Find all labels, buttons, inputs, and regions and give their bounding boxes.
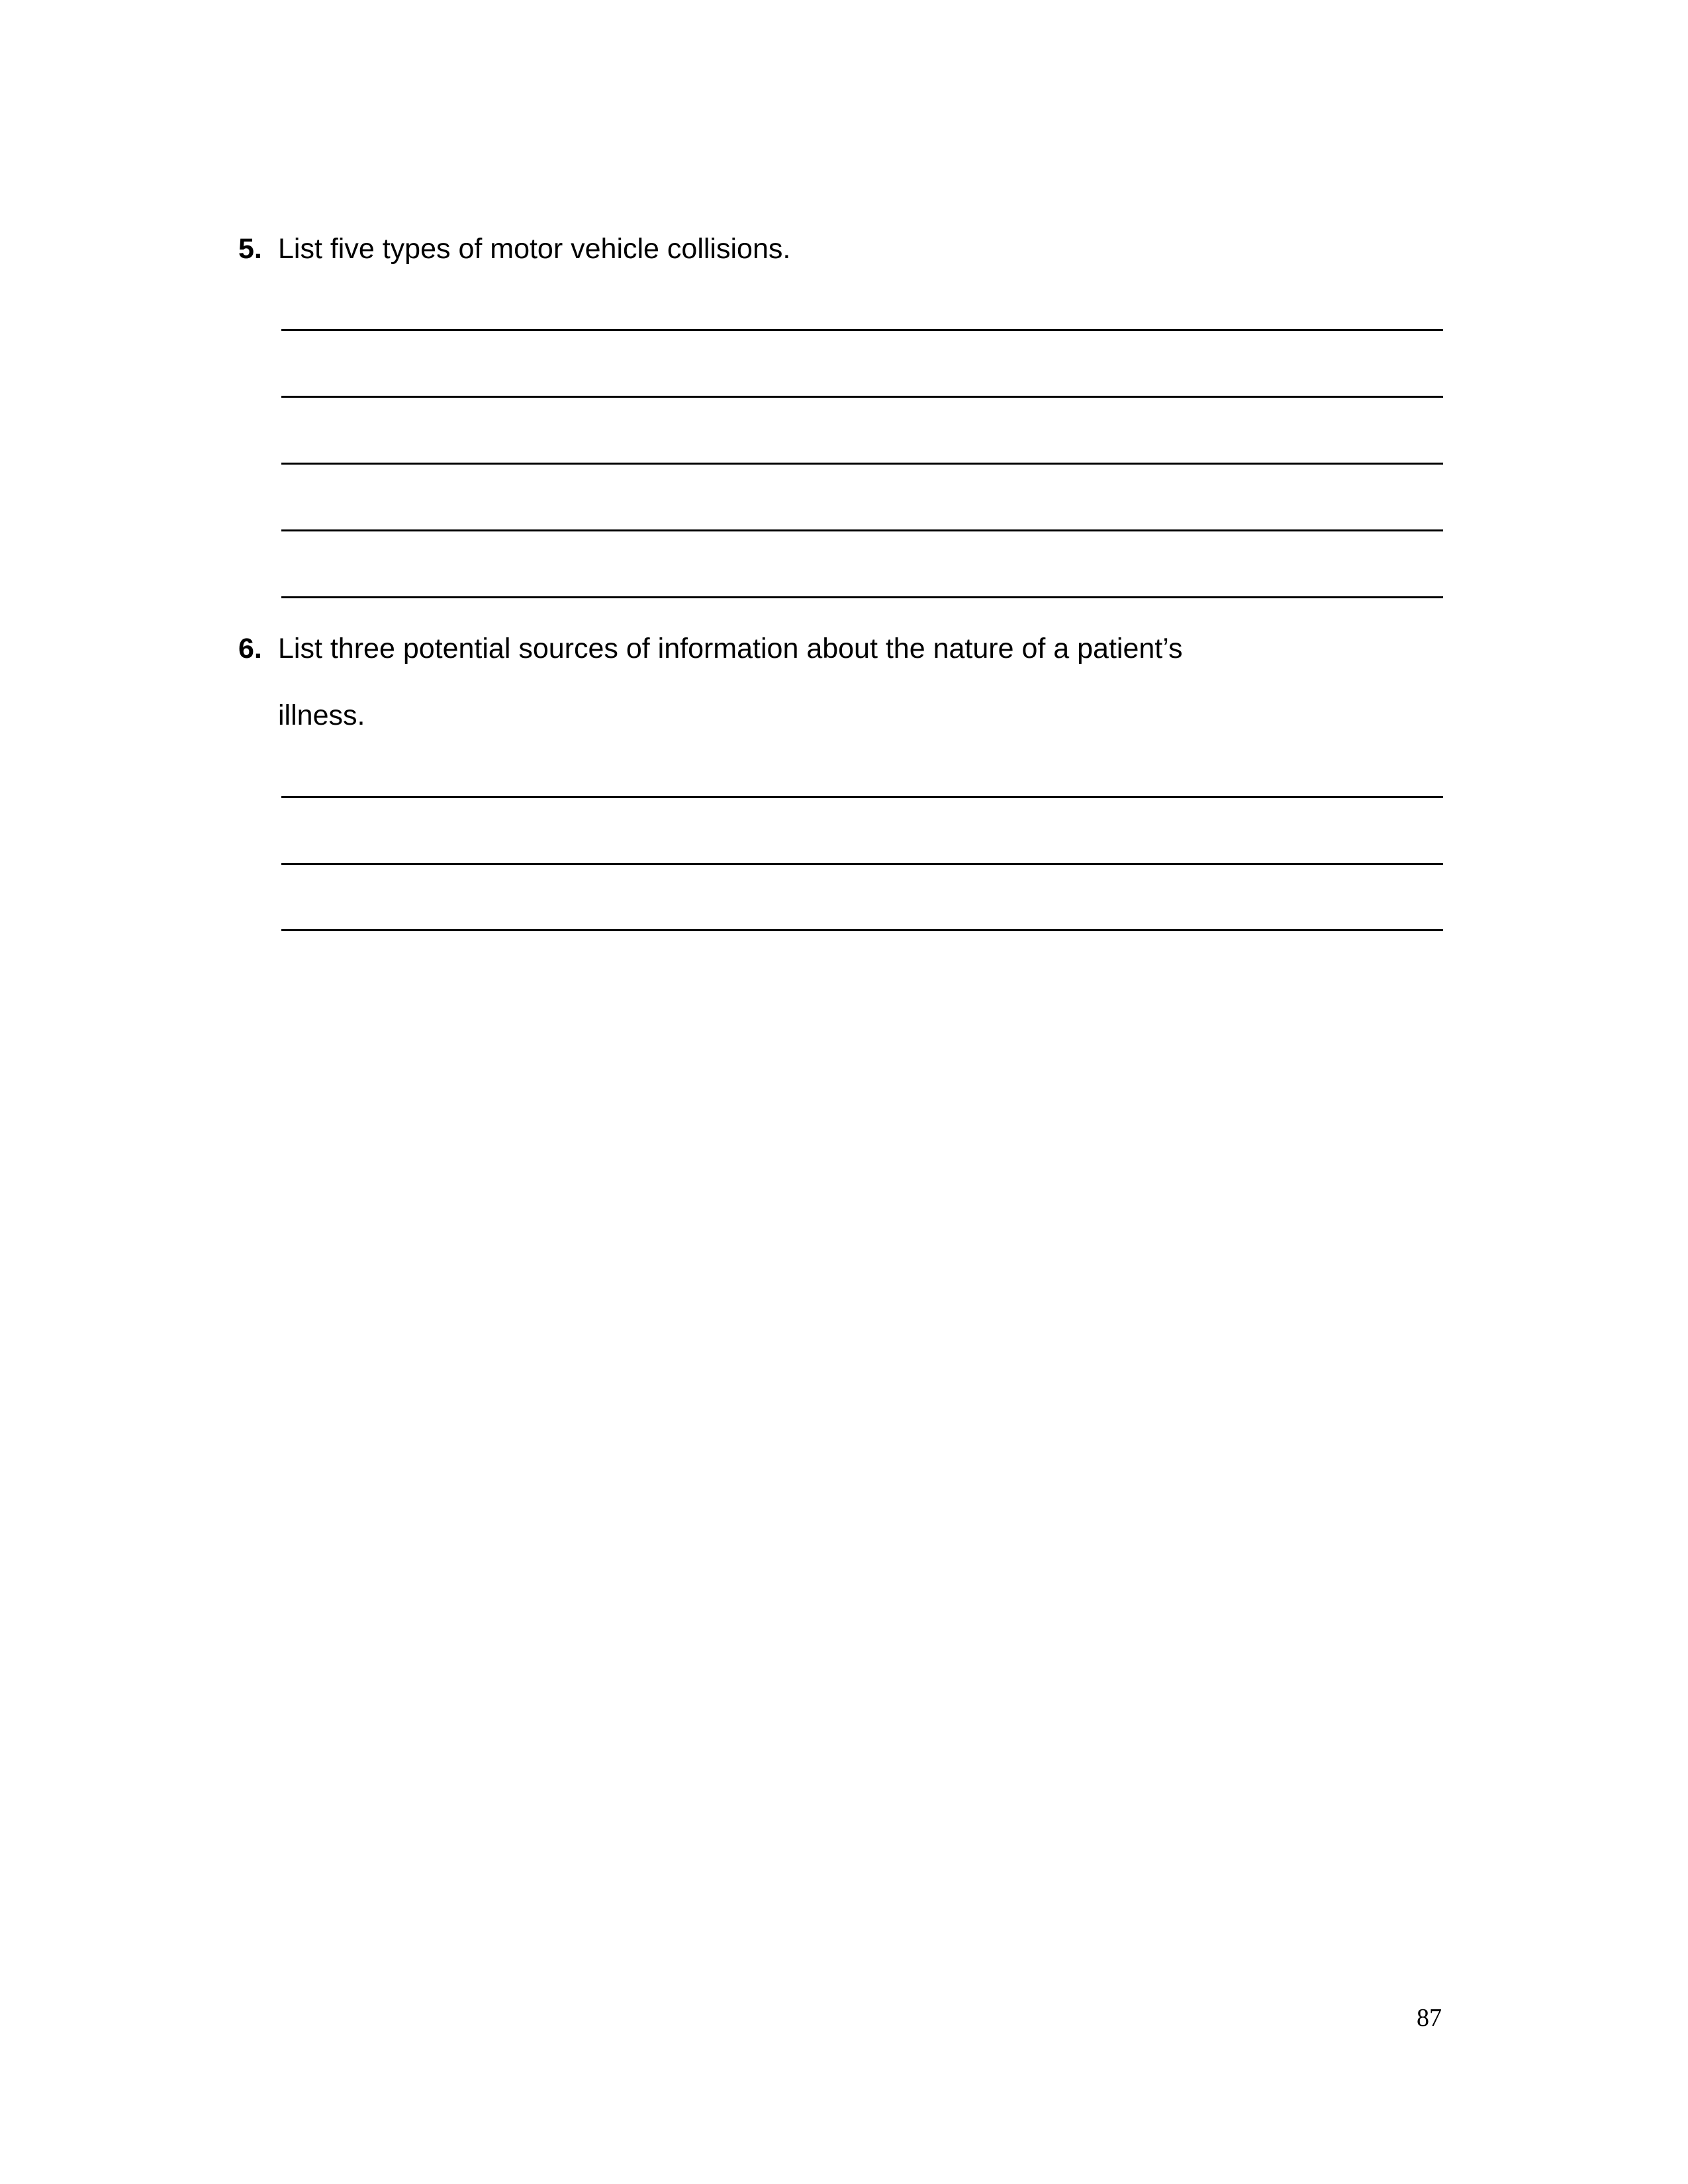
question-6 (238, 615, 1443, 749)
question-text: List three potential sources of information about the nature of a patient’s illness. (278, 633, 1183, 731)
question-text: List five types of motor vehicle collisions. (278, 233, 791, 265)
answer-line[interactable] (281, 463, 1443, 465)
answer-line[interactable] (281, 863, 1443, 865)
question-number: 5. (238, 233, 262, 265)
answer-line[interactable] (281, 529, 1443, 531)
answer-line[interactable] (281, 396, 1443, 398)
page-number: 87 (1417, 2004, 1442, 2032)
answer-line[interactable] (281, 596, 1443, 598)
answer-line[interactable] (281, 929, 1443, 931)
answer-line[interactable] (281, 329, 1443, 331)
answer-line[interactable] (281, 796, 1443, 798)
question-number: 6. (238, 633, 262, 664)
question-5 (238, 216, 1443, 283)
